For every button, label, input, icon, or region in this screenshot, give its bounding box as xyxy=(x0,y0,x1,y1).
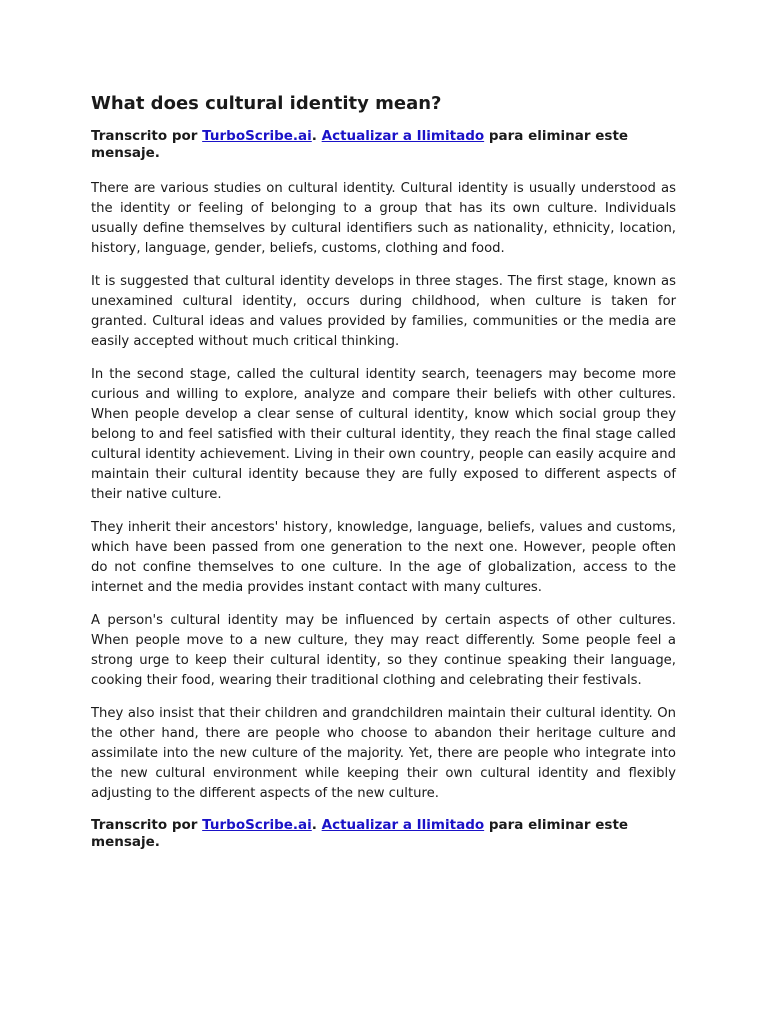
banner-suffix: para eliminar este mensaje. xyxy=(91,128,629,161)
document-title: What does cultural identity mean? xyxy=(91,93,442,114)
banner-separator: . xyxy=(311,128,322,144)
banner-suffix: para eliminar este mensaje. xyxy=(91,817,629,850)
turboscribe-link[interactable]: TurboScribe.ai xyxy=(202,817,312,833)
paragraph: A person's cultural identity may be influenced by certain aspects of other cultures. When people move to a new culture, they may react differently. Some people feel a strong urge to keep their cultural identity, so they continue speaking their language, cooking their food, wearing their traditional clothing and celebrating their festivals. xyxy=(91,613,676,688)
paragraph: They also insist that their children and grandchildren maintain their cultural identity. On the other hand, there are people who choose to abandon their heritage culture and assimilate into the new culture of the majority. Yet, there are people who integrate into the new cultural environment while keeping their own cultural identity and flexibly adjusting to the different aspects of the new culture. xyxy=(91,706,676,801)
upgrade-unlimited-link[interactable]: Actualizar a Ilimitado xyxy=(321,128,485,144)
banner-prefix: Transcrito por xyxy=(91,817,203,833)
transcription-banner-top xyxy=(91,128,676,162)
upgrade-unlimited-link[interactable]: Actualizar a Ilimitado xyxy=(321,817,485,833)
paragraph: There are various studies on cultural identity. Cultural identity is usually understood as the identity or feeling of belonging to a group that has its own culture. Individuals usually define themselves by cultural identifiers such as nationality, ethnicity, location, history, language, gender, beliefs, customs, clothing and food. xyxy=(91,181,676,256)
banner-prefix: Transcrito por xyxy=(91,128,203,144)
paragraph: It is suggested that cultural identity develops in three stages. The first stage, known as unexamined cultural identity, occurs during childhood, when culture is taken for granted. Cultural ideas and values provided by families, communities or the media are easily accepted without much critical thinking. xyxy=(91,274,676,349)
paragraph: They inherit their ancestors' history, knowledge, language, beliefs, values and customs, which have been passed from one generation to the next one. However, people often do not confine themselves to one culture. In the age of globalization, access to the internet and the media provides instant contact with many cultures. xyxy=(91,520,676,595)
transcription-banner-bottom xyxy=(91,817,676,851)
turboscribe-link[interactable]: TurboScribe.ai xyxy=(202,128,312,144)
paragraph: In the second stage, called the cultural identity search, teenagers may become more curious and willing to explore, analyze and compare their beliefs with other cultures. When people develop a clear sense of cultural identity, know which social group they belong to and feel satisfied with their cultural identity, they reach the final stage called cultural identity achievement. Living in their own country, people can easily acquire and maintain their cultural identity because they are fully exposed to different aspects of their native culture. xyxy=(91,367,676,502)
banner-separator: . xyxy=(311,817,322,833)
